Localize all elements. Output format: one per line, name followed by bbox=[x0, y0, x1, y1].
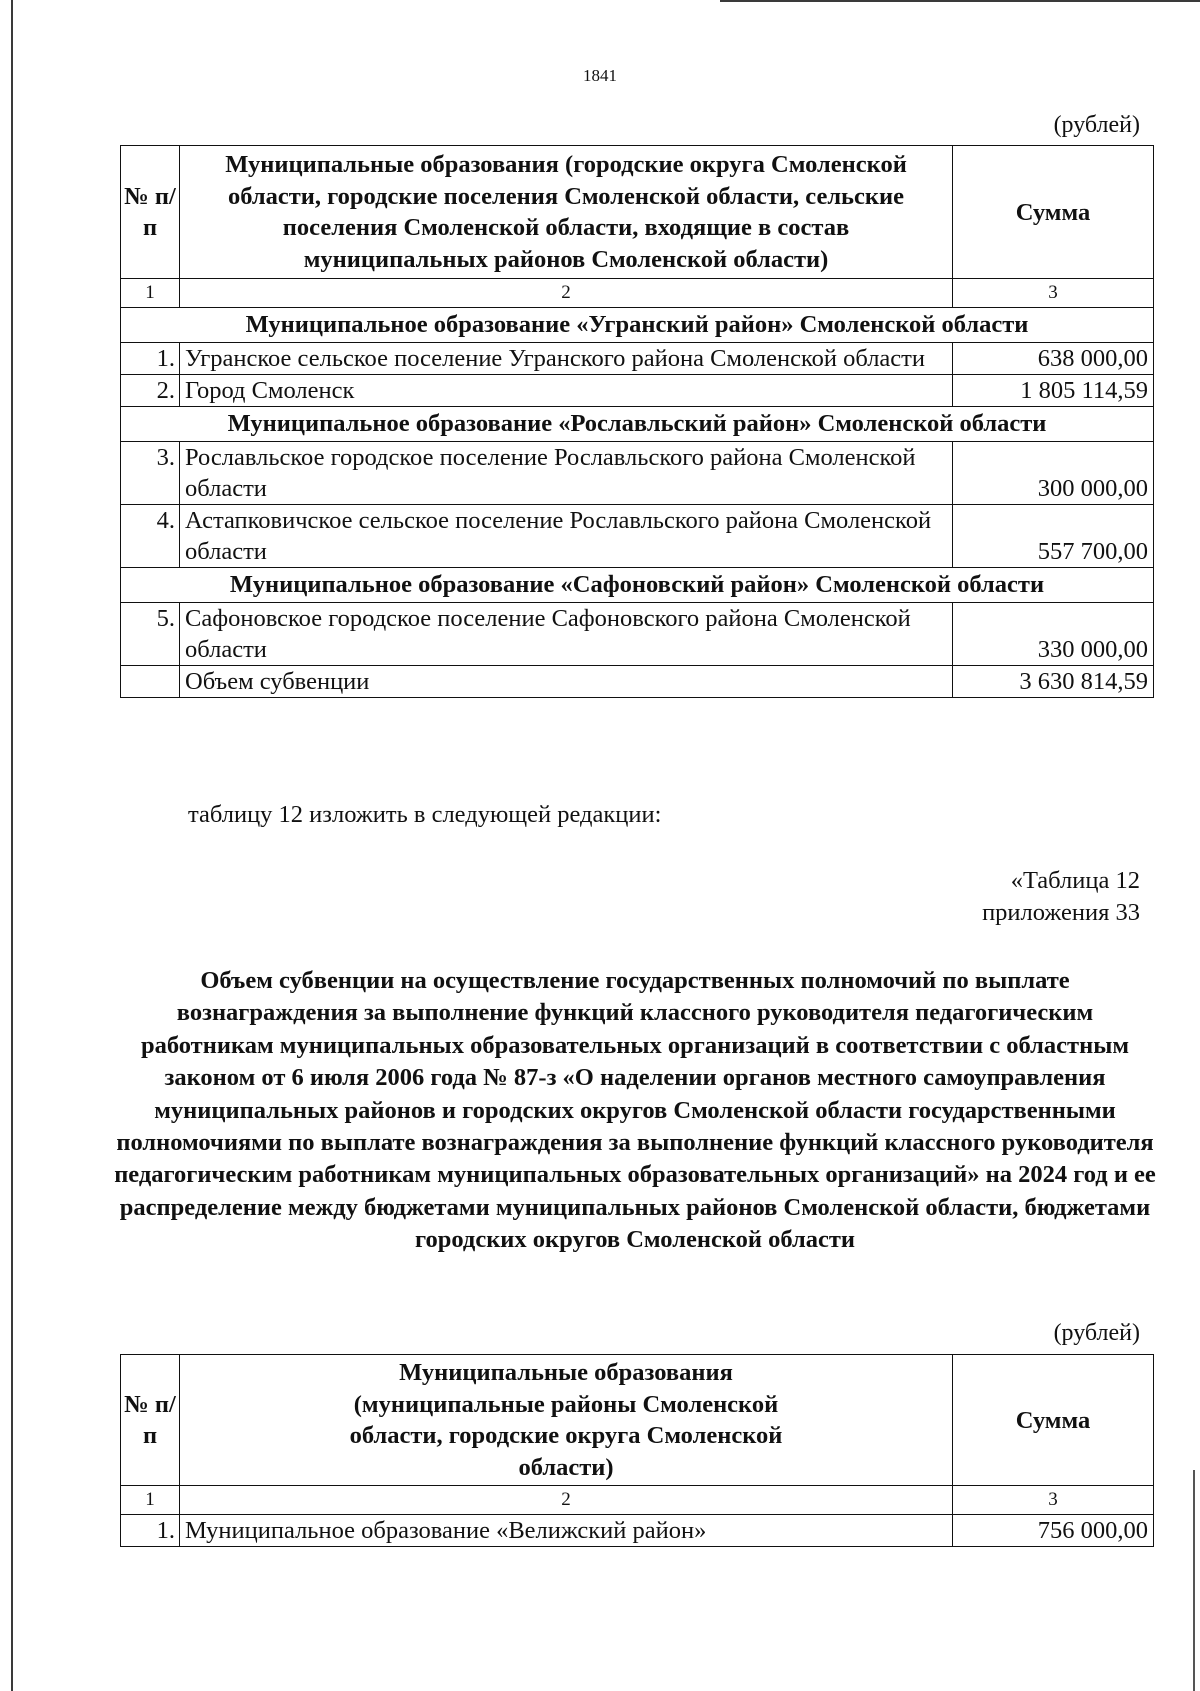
row-num: 3. bbox=[121, 442, 180, 505]
total-row bbox=[121, 666, 1154, 698]
header-num: № п/п bbox=[121, 146, 180, 279]
header-sum: Сумма bbox=[953, 1355, 1154, 1486]
group-row bbox=[121, 308, 1154, 343]
row-name: Муниципальное образование «Велижский район» bbox=[180, 1515, 953, 1547]
row-num: 1. bbox=[121, 343, 180, 375]
scan-edge-top bbox=[720, 0, 1200, 2]
column-index-row bbox=[121, 279, 1154, 308]
row-sum: 300 000,00 bbox=[953, 442, 1154, 505]
subvention-table-12 bbox=[120, 1354, 1154, 1547]
column-index: 1 bbox=[121, 279, 180, 308]
total-label: Объем субвенции bbox=[180, 666, 953, 698]
subvention-table-11 bbox=[120, 145, 1154, 698]
page-number: 1841 bbox=[583, 66, 617, 85]
table-header-row bbox=[121, 1355, 1154, 1486]
column-index: 1 bbox=[121, 1486, 180, 1515]
table-header-row bbox=[121, 146, 1154, 279]
caption-line: приложения 33 bbox=[982, 899, 1140, 926]
row-name: Город Смоленск bbox=[180, 375, 953, 407]
table-row bbox=[121, 375, 1154, 407]
total-num bbox=[121, 666, 180, 698]
group-row bbox=[121, 407, 1154, 442]
column-index: 2 bbox=[180, 1486, 953, 1515]
row-name: Рославльское городское поселение Рославльского района Смоленской области bbox=[180, 442, 953, 505]
row-sum: 756 000,00 bbox=[953, 1515, 1154, 1547]
row-name: Сафоновское городское поселение Сафоновского района Смоленской области bbox=[180, 603, 953, 666]
table-caption bbox=[982, 865, 1140, 929]
header-name: Муниципальные образования (муниципальные районы Смоленской области, городские округа Смоленской области) bbox=[180, 1355, 953, 1486]
row-name: Угранское сельское поселение Угранского района Смоленской области bbox=[180, 343, 953, 375]
row-num: 5. bbox=[121, 603, 180, 666]
group-heading: Муниципальное образование «Угранский район» Смоленской области bbox=[121, 308, 1154, 343]
row-sum: 330 000,00 bbox=[953, 603, 1154, 666]
table-row bbox=[121, 505, 1154, 568]
column-index: 3 bbox=[953, 279, 1154, 308]
table-row bbox=[121, 1515, 1154, 1547]
row-sum: 638 000,00 bbox=[953, 343, 1154, 375]
column-index: 3 bbox=[953, 1486, 1154, 1515]
row-sum: 1 805 114,59 bbox=[953, 375, 1154, 407]
row-num: 1. bbox=[121, 1515, 180, 1547]
amendment-instruction: таблицу 12 изложить в следующей редакции: bbox=[188, 801, 662, 828]
caption-line: «Таблица 12 bbox=[1010, 867, 1140, 894]
header-num: № п/п bbox=[121, 1355, 180, 1486]
document-title: Объем субвенции на осуществление государственных полномочий по выплате вознаграждения за выполнение функций классного руководителя педагогическим работникам муниципальных образовательных организаций в соответствии с областным законом от 6 июля 2006 года № 87-з «О наделении органов местного самоуправления муниципальных районов и городских округов Смоленской области государственными полномочиями по выплате вознаграждения за выполнение функций классного руководителя педагогическим работникам муниципальных образовательных организаций» на 2024 год и ее распределение между бюджетами муниципальных районов Смоленской области, бюджетами городских округов Смоленской области bbox=[114, 967, 1156, 1254]
scan-edge-left bbox=[11, 0, 13, 1691]
units-label: (рублей) bbox=[1053, 1320, 1140, 1346]
table-row bbox=[121, 343, 1154, 375]
row-name: Астапковичское сельское поселение Рославльского района Смоленской области bbox=[180, 505, 953, 568]
group-row bbox=[121, 568, 1154, 603]
group-heading: Муниципальное образование «Рославльский район» Смоленской области bbox=[121, 407, 1154, 442]
row-sum: 557 700,00 bbox=[953, 505, 1154, 568]
column-index: 2 bbox=[180, 279, 953, 308]
column-index-row bbox=[121, 1486, 1154, 1515]
row-num: 4. bbox=[121, 505, 180, 568]
group-heading: Муниципальное образование «Сафоновский район» Смоленской области bbox=[121, 568, 1154, 603]
row-num: 2. bbox=[121, 375, 180, 407]
table-row bbox=[121, 603, 1154, 666]
total-sum: 3 630 814,59 bbox=[953, 666, 1154, 698]
units-label: (рублей) bbox=[1053, 112, 1140, 138]
header-sum: Сумма bbox=[953, 146, 1154, 279]
header-name: Муниципальные образования (городские округа Смоленской области, городские поселения Смоленской области, сельские поселения Смоленской области, входящие в состав муниципальных районов Смоленской области) bbox=[180, 146, 953, 279]
table-row bbox=[121, 442, 1154, 505]
scan-edge-right bbox=[1193, 1470, 1195, 1691]
